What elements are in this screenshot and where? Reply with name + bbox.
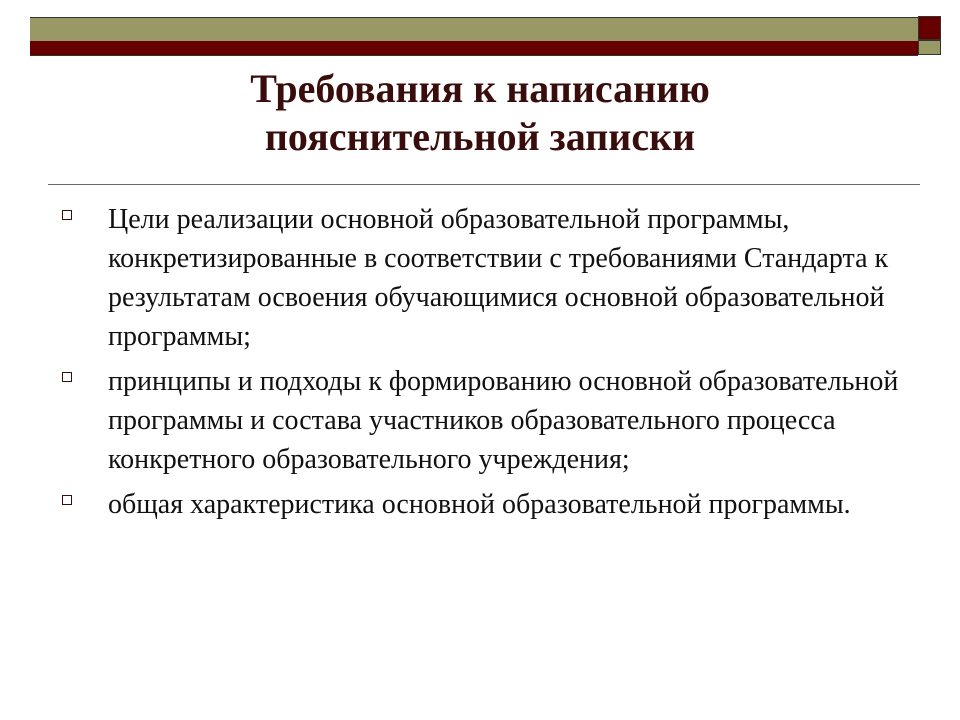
header-corner-square-maroon	[918, 16, 941, 40]
hollow-square-bullet-icon	[62, 210, 72, 220]
bullet-item	[60, 485, 920, 524]
slide-title	[100, 65, 860, 161]
header-corner-square-olive	[918, 40, 941, 55]
slide-title-line-1: Требования к написанию	[250, 66, 710, 111]
bullet-item	[60, 200, 920, 356]
bullet-text: Цели реализации основной образовательной программы, конкретизированные в соответствии с требованиями Стандарта к результатам освоения обучающимися основной образовательной программы;	[108, 204, 889, 352]
title-divider	[48, 184, 920, 185]
hollow-square-bullet-icon	[62, 495, 72, 505]
header-band-olive	[30, 17, 918, 43]
header-band-maroon	[30, 41, 918, 56]
slide-title-line-2: пояснительной записки	[264, 114, 696, 159]
bullet-list	[60, 200, 920, 530]
bullet-item	[60, 362, 920, 479]
bullet-text: принципы и подходы к формированию основной образовательной программы и состава участников образовательного процесса конкретного образовательного учреждения;	[108, 366, 899, 475]
hollow-square-bullet-icon	[62, 372, 72, 382]
bullet-text: общая характеристика основной образовательной программы.	[108, 489, 851, 520]
